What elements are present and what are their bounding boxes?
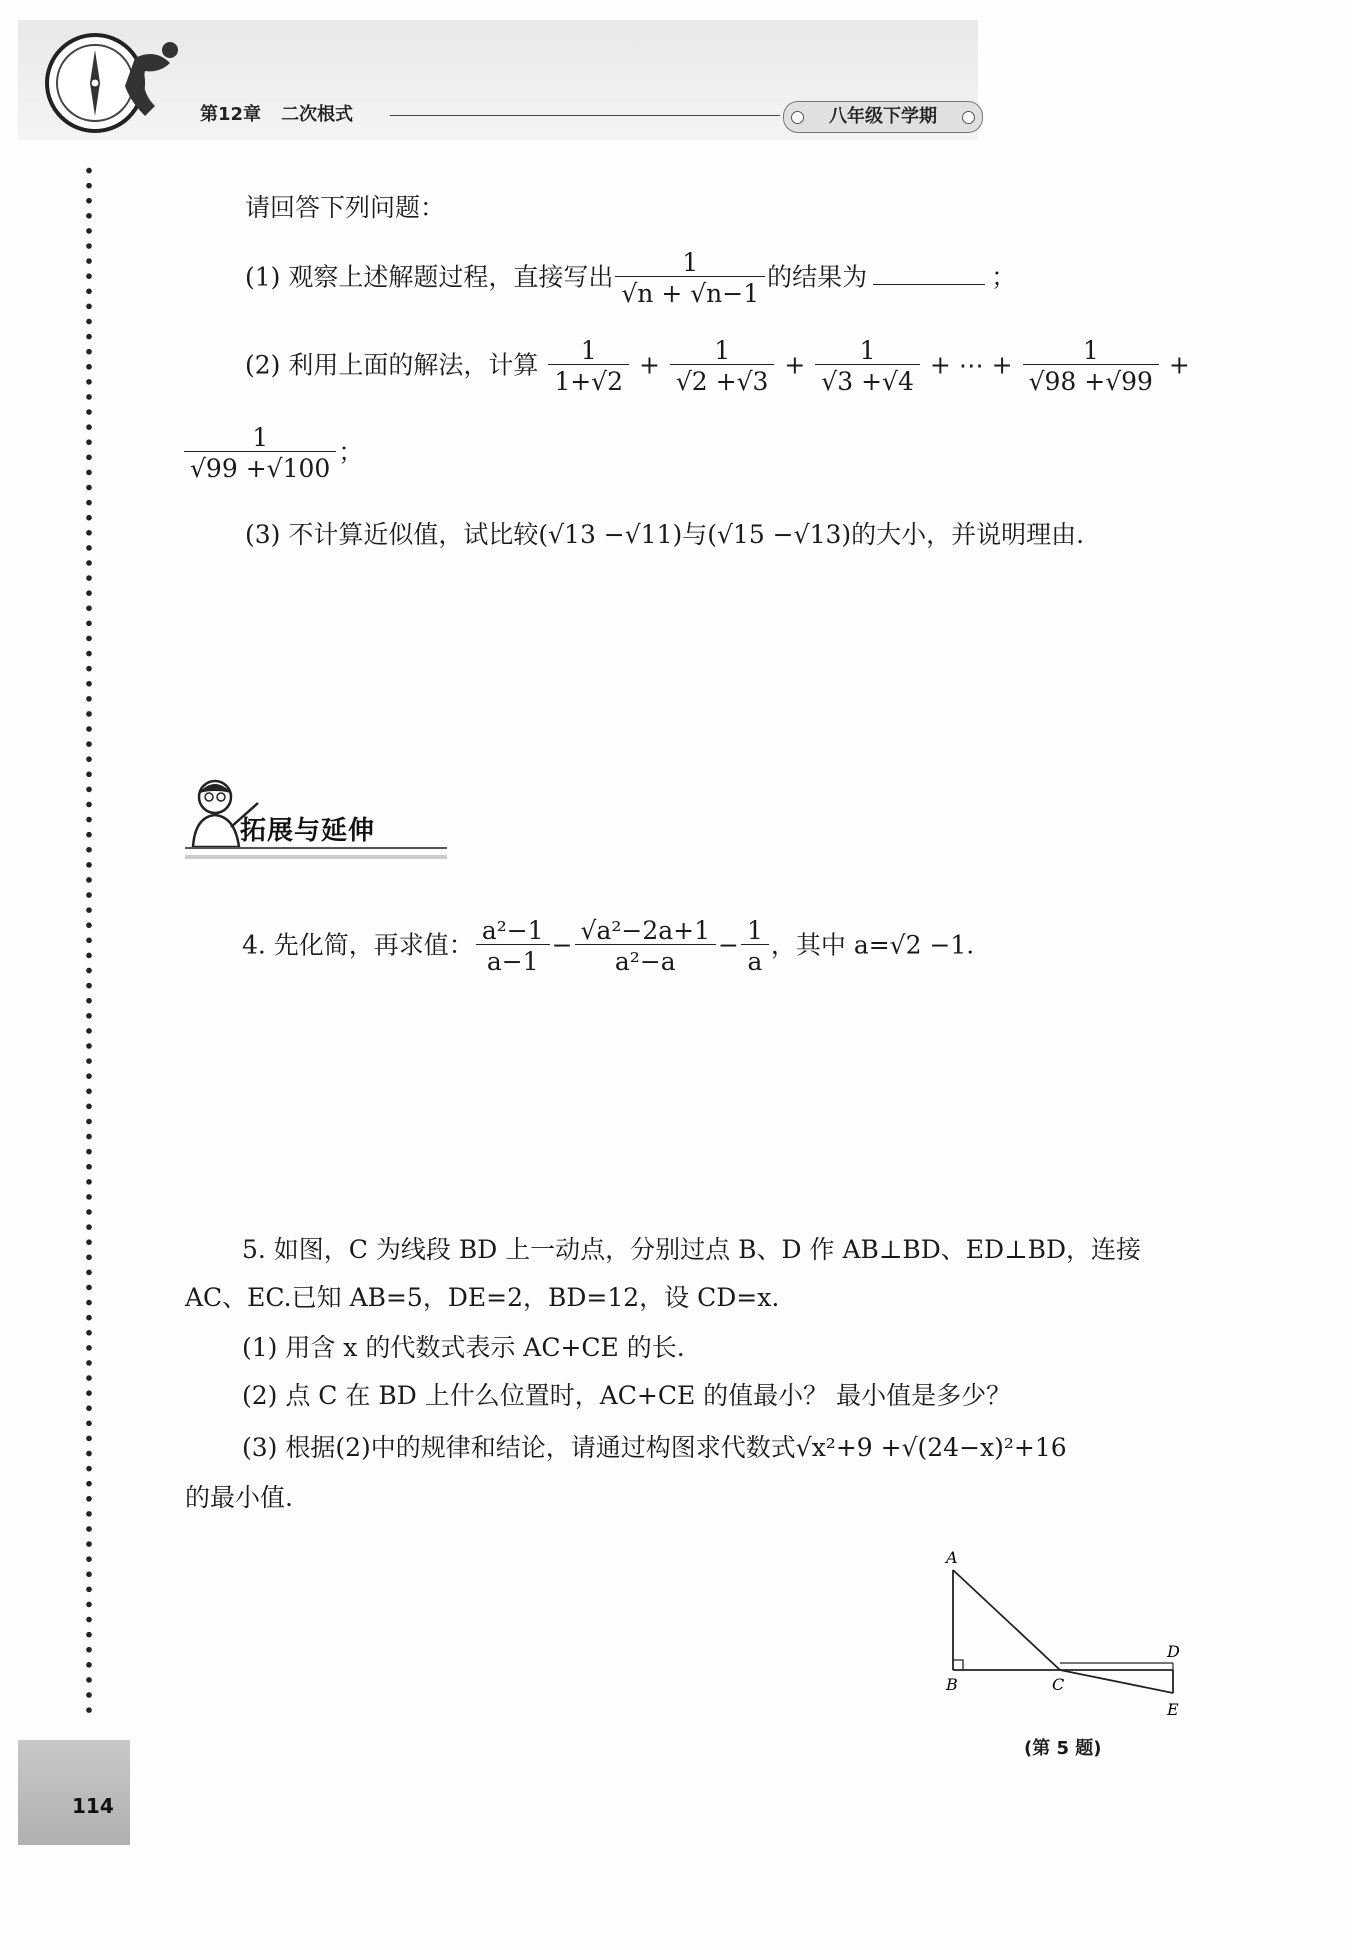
geometry-figure <box>930 1545 1190 1725</box>
page-number: 114 <box>72 1794 114 1818</box>
binding-dotted-line <box>85 163 93 1718</box>
p4-f1-den: a−1 <box>476 944 550 975</box>
problem-5-line-1: 5. 如图，C 为线段 BD 上一动点，分别过点 B、D 作 AB⊥BD、ED⊥BD，连接 <box>242 1235 1142 1264</box>
q2-last-den: √99 +√100 <box>184 451 336 482</box>
label-D: D <box>1167 1642 1180 1661</box>
segment-AC <box>953 1570 1060 1670</box>
problem-4: 4. 先化简，再求值： $\frac{\text{a²−1}}{a-1}$ − $\frac{\text{√a²−2a+1}}{\text{a²−a}}$ − $\frac{1}{a}$ ，其中 a=√2 −1. <box>242 916 975 977</box>
p4-f2-den: a²−a <box>575 944 716 975</box>
label-B: B <box>946 1675 958 1694</box>
question-1 <box>245 250 1016 308</box>
p4-tail: ，其中 a=√2 −1. <box>770 930 975 960</box>
q2-term-3-den: √3 +√4 <box>815 364 920 395</box>
section-rule-shadow <box>185 855 447 859</box>
label-C: C <box>1052 1675 1065 1694</box>
grade-badge: 八年级下学期 <box>783 101 983 133</box>
q2-term-1-num: 1 <box>580 336 597 365</box>
p4-fraction-3 <box>741 918 769 976</box>
p4-f3-num: 1 <box>746 916 763 945</box>
q1-fraction <box>615 250 765 308</box>
q2-term-2 <box>670 338 775 396</box>
compass-runner-logo-icon <box>40 28 190 138</box>
q1-answer-blank[interactable] <box>873 264 985 285</box>
q2-ellipsis: + ⋯ + <box>929 350 1013 380</box>
q1-end: ； <box>991 262 1017 292</box>
q2-term-1-den: 1+√2 <box>548 364 629 395</box>
question-3: (3) 不计算近似值，试比较(√13 −√11)与(√15 −√13)的大小，并说明理由. <box>245 520 1085 549</box>
p4-f1-num: a²−1 <box>481 916 544 945</box>
problem-5-sub-3: (3) 根据(2)中的规律和结论，请通过构图求代数式√x²+9 +√(24−x)²+16 <box>242 1433 1067 1462</box>
problem-5-sub-2: (2) 点 C 在 BD 上什么位置时，AC+CE 的值最小？ 最小值是多少？ <box>242 1381 1012 1410</box>
figure-caption: (第 5 题) <box>1024 1738 1102 1759</box>
q1-denominator: √n + √n−1 <box>615 276 765 307</box>
question-2-continued <box>182 425 363 483</box>
intro-text: 请回答下列问题： <box>245 193 446 222</box>
page-number-box <box>18 1740 130 1845</box>
p4-label: 4. 先化简，再求值： <box>242 930 474 960</box>
problem-5-line-2: AC、EC.已知 AB=5，DE=2，BD=12，设 CD=x. <box>185 1283 780 1312</box>
q2-term-3 <box>815 338 920 396</box>
q2-term-4-den: √98 +√99 <box>1023 364 1159 395</box>
header-divider <box>390 115 780 116</box>
problem-5-sub-3-end: 的最小值. <box>185 1483 293 1512</box>
q2-term-2-den: √2 +√3 <box>670 364 775 395</box>
label-E: E <box>1167 1700 1179 1719</box>
q1-label: (1) 观察上述解题过程，直接写出 <box>245 262 614 292</box>
p4-f3-den: a <box>741 944 769 975</box>
q2-last-term <box>184 425 336 483</box>
q2-term-3-num: 1 <box>859 336 876 365</box>
right-angle-mark <box>953 1660 963 1670</box>
q2-last-num: 1 <box>252 423 269 452</box>
p4-fraction-2 <box>575 918 716 976</box>
chapter-heading <box>200 100 373 126</box>
q2-term-2-num: 1 <box>714 336 731 365</box>
chapter-number: 第12章 <box>200 104 262 125</box>
segment-CE <box>1060 1670 1173 1693</box>
p4-f2-num: √a²−2a+1 <box>580 916 711 945</box>
p4-fraction-1 <box>476 918 550 976</box>
q2-end: ； <box>338 437 364 467</box>
q2-term-1 <box>548 338 629 396</box>
q2-label: (2) 利用上面的解法，计算 <box>245 350 539 380</box>
chapter-title: 二次根式 <box>281 104 354 125</box>
q1-suffix: 的结果为 <box>767 262 868 292</box>
section-title: 拓展与延伸 <box>240 816 376 846</box>
question-2: (2) 利用上面的解法，计算 $\frac{1}{1+√2}$ + $\frac{1}{√2 +√3}$ + $\frac{1}{√3 +√4}$ + ⋯ + $\frac{1}{√98 +√99}$ + <box>245 336 1190 397</box>
section-rule <box>185 847 447 849</box>
q1-numerator: 1 <box>682 248 699 277</box>
q2-term-4 <box>1023 338 1159 396</box>
problem-5-sub-1: (1) 用含 x 的代数式表示 AC+CE 的长. <box>242 1333 685 1362</box>
q2-term-4-num: 1 <box>1082 336 1099 365</box>
label-A: A <box>946 1548 958 1567</box>
